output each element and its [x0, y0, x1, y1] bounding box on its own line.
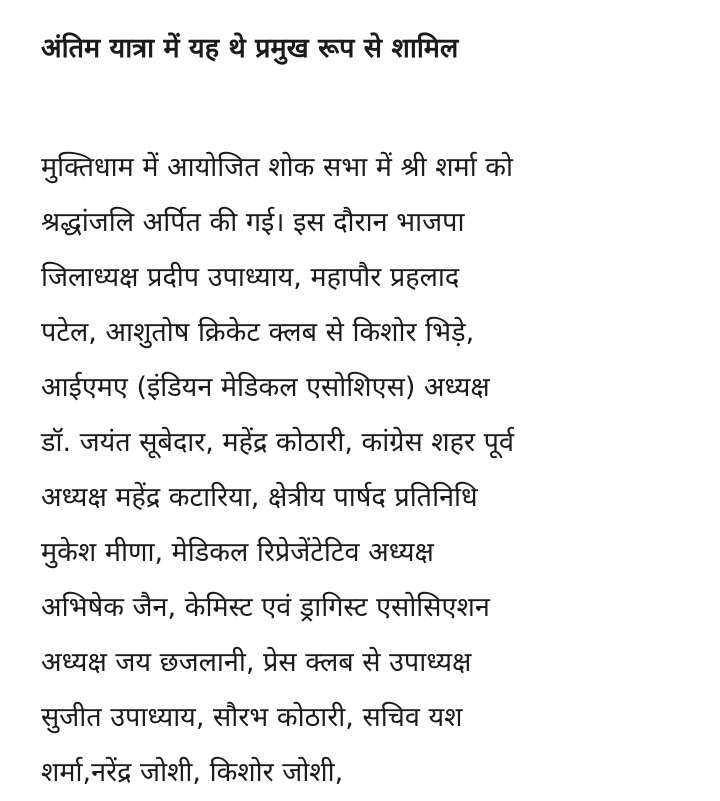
- article-paragraph: [41, 140, 691, 800]
- paragraph-line: अध्यक्ष महेंद्र कटारिया, क्षेत्रीय पार्षद प्रतिनिधि: [41, 482, 478, 513]
- paragraph-line: पटेल, आशुतोष क्रिकेट क्लब से किशोर भिड़े,: [41, 317, 475, 348]
- paragraph-line: सुजीत उपाध्याय, सौरभ कोठारी, सचिव यश: [41, 702, 463, 733]
- article-heading: अंतिम यात्रा में यह थे प्रमुख रूप से शामिल: [41, 33, 459, 64]
- paragraph-line: मुकेश मीणा, मेडिकल रिप्रेजेंटेटिव अध्यक्ष: [41, 537, 434, 568]
- paragraph-line: डॉ. जयंत सूबेदार, महेंद्र कोठारी, कांग्रेस शहर पूर्व: [41, 427, 514, 458]
- paragraph-line: जिलाध्यक्ष प्रदीप उपाध्याय, महापौर प्रहलाद: [41, 262, 460, 293]
- paragraph-line: शर्मा,नरेंद्र जोशी, किशोर जोशी,: [41, 757, 344, 788]
- paragraph-spacer: [41, 76, 691, 140]
- paragraph-line: मुक्तिधाम में आयोजित शोक सभा में श्री शर्मा को: [41, 152, 514, 183]
- paragraph-line: आईएमए (इंडियन मेडिकल एसोशिएस) अध्यक्ष: [41, 372, 490, 403]
- paragraph-line: श्रद्धांजलि अर्पित की गई। इस दौरान भाजपा: [41, 207, 465, 238]
- article: [41, 22, 691, 800]
- paragraph-line: अभिषेक जैन, केमिस्ट एवं ड्रागिस्ट एसोसिएशन: [41, 592, 490, 623]
- paragraph-line: अध्यक्ष जय छजलानी, प्रेस क्लब से उपाध्यक्ष: [41, 647, 472, 678]
